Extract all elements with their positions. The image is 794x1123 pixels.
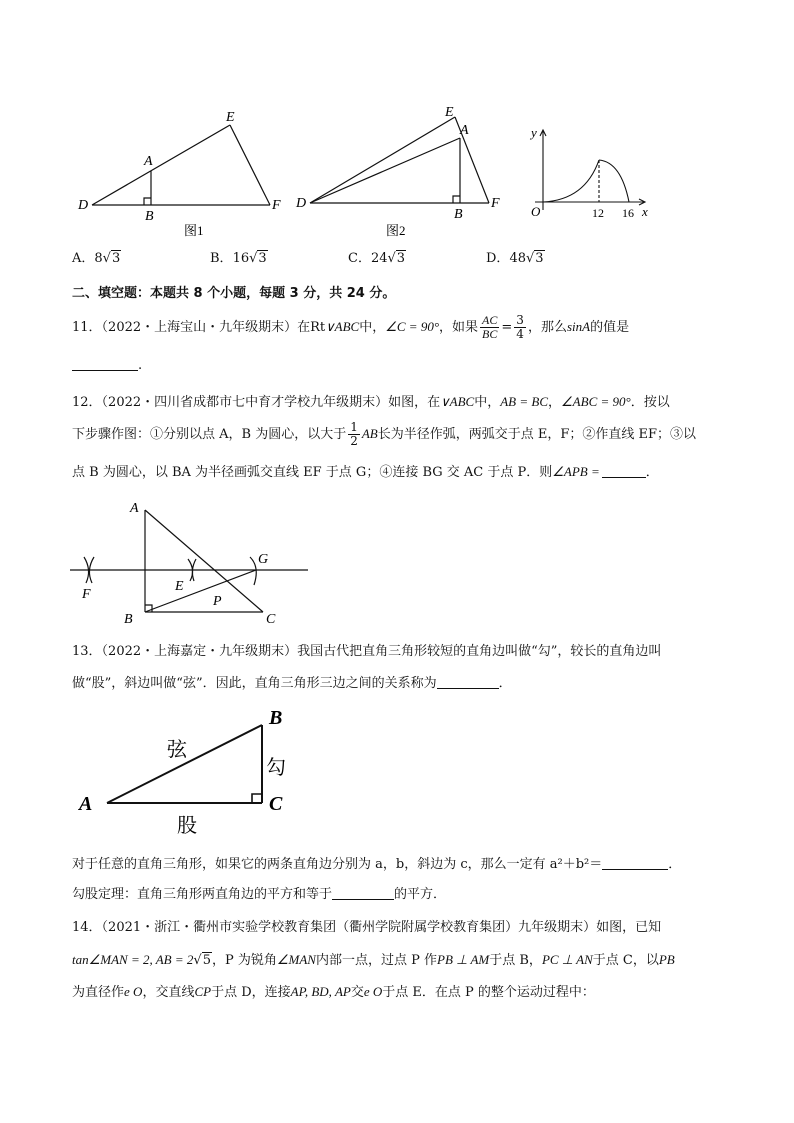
q12-label-f: F <box>82 587 91 602</box>
q11-blank[interactable] <box>72 356 138 371</box>
fig3-label-o: O <box>531 204 541 219</box>
fig1-caption: 图1 <box>184 223 204 238</box>
question-13-line-3: 对于任意的直角三角形，如果它的两条直角边分别为 a，b，斜边为 c，那么一定有 a²＋b²＝ ． <box>72 857 682 872</box>
question-14-line-1: 14．（2021・浙江・衢州市实验学校教育集团（衢州学院附属学校教育集团）九年级期末）如图，已知 <box>72 920 662 935</box>
fig1-segment-ef <box>230 125 270 205</box>
q12-label-e: E <box>175 579 184 594</box>
fig2-label-e: E <box>445 105 454 120</box>
q12-segment-ac <box>145 510 263 612</box>
fig1-label-d: D <box>78 198 89 213</box>
question-11: 11．（2022・上海宝山・九年级期末）在Rt∨ABC中，∠C = 90°，如果 $\frac{AC}{BC}$ = $\frac{3}{4}$ ，那么sinA的值是 <box>72 313 630 341</box>
figure-2 <box>290 100 510 240</box>
q13-label-xian: 弦 <box>167 739 187 761</box>
q13-label-a: A <box>79 793 93 815</box>
fig2-label-a: A <box>460 123 469 138</box>
fig2-label-b: B <box>454 207 463 222</box>
fig2-caption: 图2 <box>386 223 406 238</box>
fig1-label-a: A <box>144 154 153 169</box>
fig1-right-angle <box>144 198 151 205</box>
q12-label-a: A <box>130 501 139 516</box>
q13-blank-3[interactable] <box>332 885 394 900</box>
fig2-label-f: F <box>491 196 500 211</box>
fig1-label-f: F <box>272 198 281 213</box>
fig3-tick-16: 16 <box>622 206 634 220</box>
fig2-segment-de <box>310 117 455 203</box>
q13-segment-ab <box>107 725 262 803</box>
q13-label-gu: 股 <box>177 815 197 837</box>
fig1-label-b: B <box>145 209 154 224</box>
question-13-line-4: 勾股定理：直角三角形两直角边的平方和等于 的平方． <box>72 887 447 902</box>
option-b: B．16√3 <box>210 251 267 266</box>
question-14-line-3: 为直径作e O，交直线CP于点 D，连接AP, BD, AP交e O于点 E．在点 P 的整个运动过程中： <box>72 984 595 1000</box>
figure-3-graph <box>525 122 660 227</box>
q12-blank[interactable] <box>602 463 646 478</box>
q12-label-p: P <box>213 594 222 609</box>
question-12-line-1: 12．（2022・四川省成都市七中育才学校九年级期末）如图，在∨ABC中，AB = BC，∠ABC = 90°．按以 <box>72 394 670 410</box>
question-13-line-1: 13．（2022・上海嘉定・九年级期末）我国古代把直角三角形较短的直角边叫做“勾”，较长的直角边叫 <box>72 644 662 659</box>
fig1-label-e: E <box>226 110 235 125</box>
q13-label-b: B <box>269 707 283 729</box>
q11-answer-line: . <box>72 356 142 376</box>
fig3-curve-fall <box>599 160 629 202</box>
option-a: A．8√3 <box>72 251 121 266</box>
q13-blank-1[interactable] <box>437 674 499 689</box>
fig2-label-d: D <box>296 196 307 211</box>
question-14-line-2: tan∠MAN = 2, AB = 2√5，P 为锐角∠MAN内部一点，过点 P 作PB ⊥ AM于点 B，PC ⊥ AN于点 C，以PB <box>72 952 675 968</box>
q12-label-c: C <box>266 612 276 627</box>
fig3-label-x: x <box>642 204 648 219</box>
figure-1 <box>70 105 290 240</box>
section-2-title: 二、填空题：本题共 8 个小题，每题 3 分，共 24 分。 <box>72 286 396 301</box>
q13-label-c: C <box>269 793 283 815</box>
q12-label-g: G <box>258 552 269 567</box>
q13-figure <box>75 700 305 840</box>
q13-label-gou: 勾 <box>266 757 286 779</box>
q12-label-b: B <box>124 612 133 627</box>
option-d: D．48√3 <box>486 251 544 266</box>
q11-fraction-3-4: $\frac{3}{4}$ <box>516 313 524 341</box>
fig2-right-angle <box>453 196 460 203</box>
question-13-line-2: 做“股”，斜边叫做“弦”．因此，直角三角形三边之间的关系称为 ． <box>72 676 512 691</box>
fig2-segment-da <box>310 138 460 203</box>
q13-right-angle <box>252 794 262 803</box>
fig3-curve-rise <box>543 160 599 202</box>
fig3-tick-12: 12 <box>592 206 604 220</box>
q11-fraction-ac-bc: $\frac{AC}{BC}$ <box>482 313 498 341</box>
q12-fraction-half: $\frac{1}{2}$ <box>350 420 358 448</box>
fig3-label-y: y <box>531 125 537 140</box>
question-12-line-3: 点 B 为圆心，以 BA 为半径画弧交直线 EF 于点 G；④连接 BG 交 AC 于点 P．则∠APB = ． <box>72 464 659 480</box>
fig1-segment-de <box>92 125 230 205</box>
q12-figure <box>70 495 315 630</box>
q13-blank-2[interactable] <box>602 855 668 870</box>
question-12-line-2: 下步骤作图：①分别以点 A，B 为圆心，以大于 $\frac{1}{2}$ AB长为半径作弧，两弧交于点 E，F；②作直线 EF；③以 <box>72 420 697 448</box>
option-c: C．24√3 <box>348 251 406 266</box>
